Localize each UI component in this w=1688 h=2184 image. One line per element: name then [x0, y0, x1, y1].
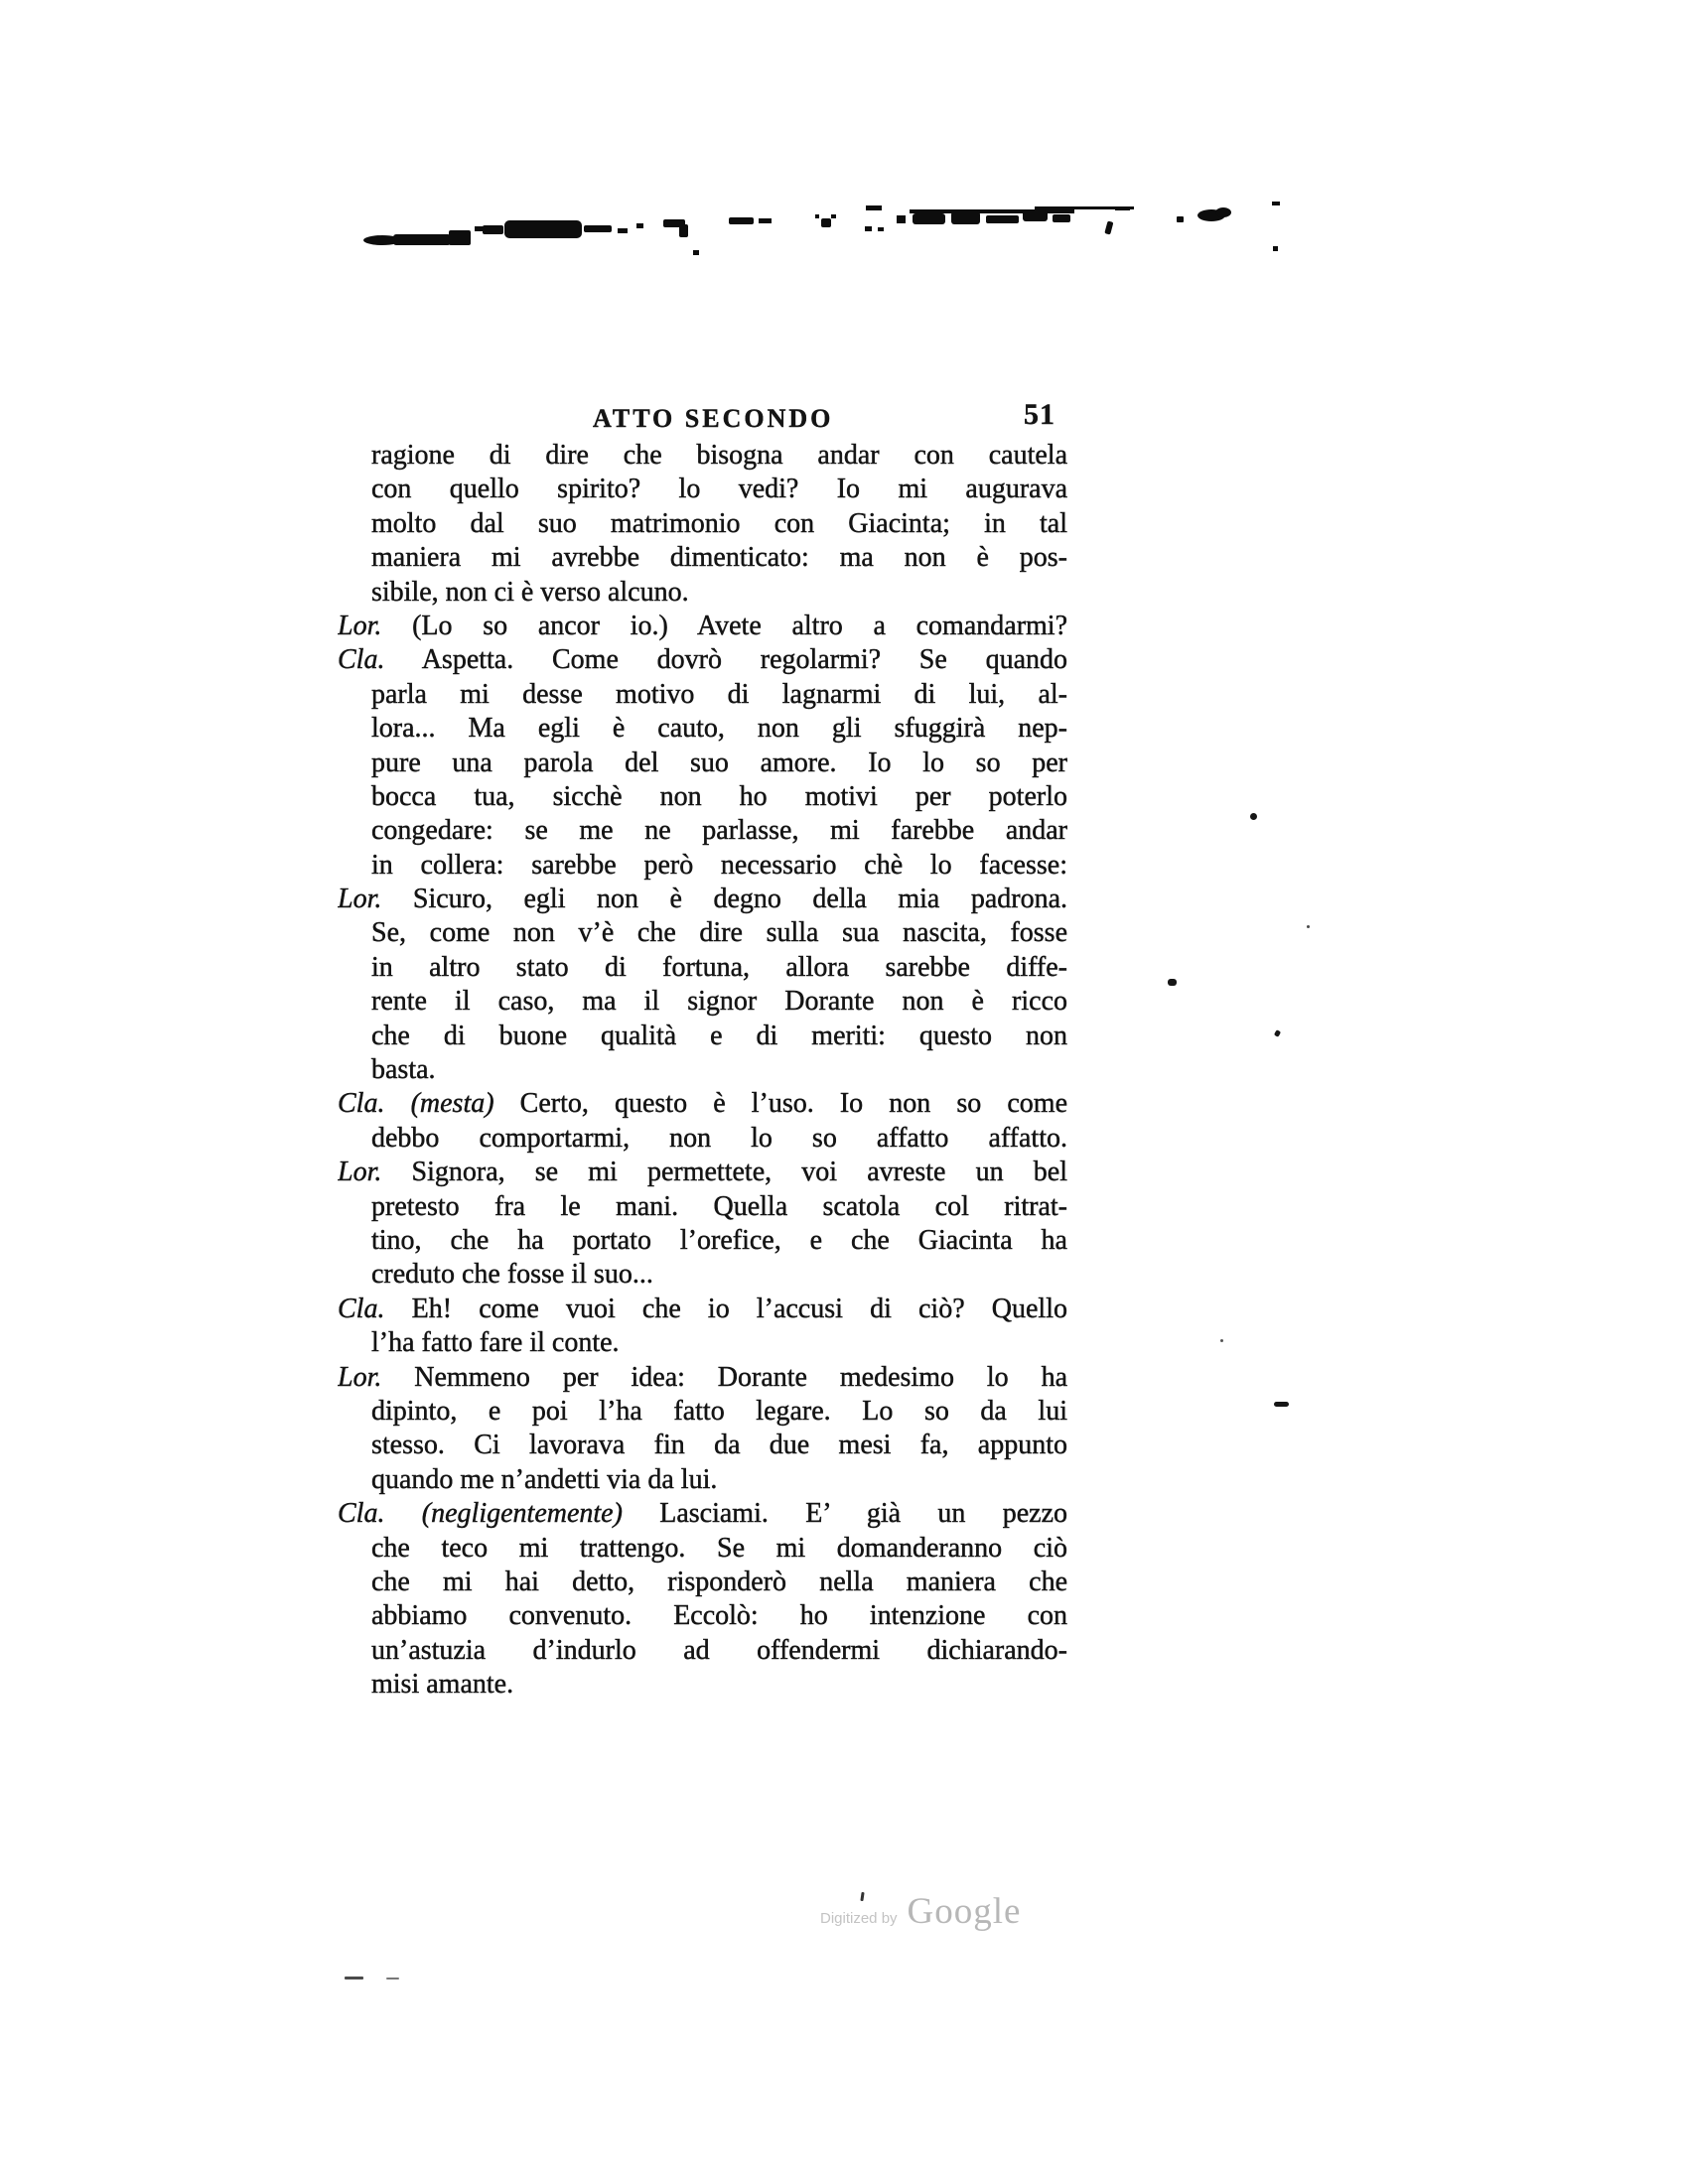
text-line: [338, 814, 1067, 848]
text-line: [338, 916, 1067, 950]
text-segment: in collera: sarebbe però necessario chè lo facesse:: [371, 849, 1067, 881]
text-segment: Aspetta. Come dovrò regolarmi? Se quando: [384, 644, 1067, 676]
text-line: [338, 1395, 1067, 1429]
page-number: 51: [1024, 398, 1055, 431]
ink-speck: [1168, 979, 1177, 986]
watermark-prefix: Digitized by: [820, 1910, 898, 1927]
text-segment: (Lo so ancor io.) Avete altro a comandarmi?: [381, 610, 1067, 641]
ink-speck: [1220, 1339, 1223, 1342]
text-segment: maniera mi avrebbe dimenticato: ma non è pos-: [371, 542, 1067, 574]
text-segment: Eh! come vuoi che io l’accusi di ciò? Quello: [384, 1293, 1067, 1324]
dialogue-line: [338, 1361, 1067, 1395]
dialogue-line: [338, 1156, 1067, 1189]
ink-speck: [1274, 1029, 1281, 1037]
text-segment: basta.: [371, 1054, 436, 1086]
text-segment: tino, che ha portato l’orefice, e che Giacinta ha: [371, 1224, 1067, 1256]
text-line: [338, 712, 1067, 746]
google-logo: Google: [907, 1891, 1022, 1932]
text-line: [338, 541, 1067, 575]
text-segment: ragione di dire che bisogna andar con cautela: [371, 440, 1067, 471]
text-segment: lora... Ma egli è cauto, non gli sfuggirà nep-: [371, 713, 1067, 745]
text-segment: creduto che fosse il suo...: [371, 1259, 653, 1291]
text-segment: molto dal suo matrimonio con Giacinta; in tal: [371, 507, 1067, 539]
text-line: [338, 849, 1067, 883]
text-segment: pure una parola del suo amore. Io lo so per: [371, 747, 1067, 778]
text-line: [338, 1532, 1067, 1566]
ink-speck: [1274, 1402, 1289, 1407]
dialogue-line: [338, 643, 1067, 677]
text-line: [338, 1429, 1067, 1462]
text-line: [338, 1258, 1067, 1292]
text-line: [338, 1463, 1067, 1497]
text-segment: [384, 1088, 410, 1119]
text-segment: che di buone qualità e di meriti: questo non: [371, 1020, 1067, 1051]
text-line: [338, 1668, 1067, 1702]
text-line: [338, 1020, 1067, 1053]
text-line: [338, 1190, 1067, 1224]
text-segment: quando me n’andetti via da lui.: [371, 1463, 718, 1495]
text-line: [338, 473, 1067, 506]
text-line: [338, 678, 1067, 712]
text-segment: Certo, questo è l’uso. Io non so come: [493, 1088, 1067, 1120]
text-line: [338, 951, 1067, 985]
text-line: [338, 780, 1067, 814]
text-line: [338, 1599, 1067, 1633]
text-segment: debbo comportarmi, non lo so affatto affatto.: [371, 1122, 1067, 1154]
text-segment: parla mi desse motivo di lagnarmi di lui, al-: [371, 678, 1067, 710]
ink-speck: [386, 1978, 399, 1979]
text-segment: Se, come non v’è che dire sulla sua nascita, fosse: [371, 917, 1067, 949]
text-segment: dipinto, e poi l’ha fatto legare. Lo so da lui: [371, 1395, 1067, 1427]
text-line: [338, 747, 1067, 780]
ink-speck: [1307, 925, 1310, 928]
text-segment: rente il caso, ma il signor Dorante non è ricco: [371, 986, 1067, 1018]
running-head-title: ATTO SECONDO: [593, 404, 834, 433]
text-segment: Lasciami. E’ già un pezzo: [622, 1498, 1067, 1530]
text-segment: sibile, non ci è verso alcuno.: [371, 576, 689, 608]
text-segment: in altro stato di fortuna, allora sarebbe diffe-: [371, 951, 1067, 983]
text-line: [338, 985, 1067, 1019]
ink-speck: [1250, 813, 1257, 820]
italic-text: Lor.: [338, 610, 382, 641]
text-segment: Signora, se mi permettete, voi avreste un bel: [381, 1157, 1067, 1188]
italic-text: Cla.: [338, 1088, 385, 1120]
text-segment: con quello spirito? lo vedi? Io mi augurava: [371, 474, 1067, 505]
text-segment: abbiamo convenuto. Eccolò: ho intenzione con: [371, 1600, 1067, 1632]
dialogue-line: [338, 1293, 1067, 1326]
text-line: [338, 576, 1067, 610]
text-line: [338, 439, 1067, 473]
text-line: [338, 507, 1067, 541]
text-segment: che teco mi trattengo. Se mi domanderanno ciò: [371, 1532, 1067, 1564]
scan-artifact-band: [357, 191, 1291, 260]
text-line: [338, 1566, 1067, 1599]
text-line: [338, 1224, 1067, 1258]
text-segment: bocca tua, sicchè non ho motivi per poterlo: [371, 780, 1067, 812]
dialogue-line: [338, 883, 1067, 916]
italic-text: Lor.: [338, 884, 382, 915]
watermark: [820, 1890, 1021, 1933]
text-line: [338, 1634, 1067, 1668]
text-segment: un’astuzia d’indurlo ad offendermi dichiarando-: [371, 1634, 1067, 1666]
text-segment: che mi hai detto, risponderò nella maniera che: [371, 1566, 1067, 1597]
text-line: [338, 1122, 1067, 1156]
italic-text: (mesta): [410, 1088, 494, 1120]
text-segment: misi amante.: [371, 1669, 514, 1701]
dialogue-line: [338, 1087, 1067, 1121]
text-segment: [384, 1498, 421, 1529]
italic-text: Cla.: [338, 1293, 385, 1324]
text-line: [338, 1053, 1067, 1087]
text-segment: Sicuro, egli non è degno della mia padrona.: [381, 884, 1067, 915]
ink-speck: [345, 1977, 363, 1979]
italic-text: (negligentemente): [421, 1498, 623, 1530]
text-line: [338, 1326, 1067, 1360]
text-segment: Nemmeno per idea: Dorante medesimo lo ha: [381, 1361, 1067, 1393]
italic-text: Cla.: [338, 644, 385, 676]
text-segment: stesso. Ci lavorava fin da due mesi fa, appunto: [371, 1430, 1067, 1461]
dialogue-line: [338, 610, 1067, 643]
text-segment: congedare: se me ne parlasse, mi farebbe andar: [371, 815, 1067, 847]
body-text: [338, 439, 1067, 1702]
dialogue-line: [338, 1497, 1067, 1531]
italic-text: Cla.: [338, 1498, 385, 1530]
text-segment: pretesto fra le mani. Quella scatola col ritrat-: [371, 1190, 1067, 1222]
italic-text: Lor.: [338, 1157, 382, 1188]
italic-text: Lor.: [338, 1361, 382, 1393]
text-segment: l’ha fatto fare il conte.: [371, 1327, 620, 1359]
